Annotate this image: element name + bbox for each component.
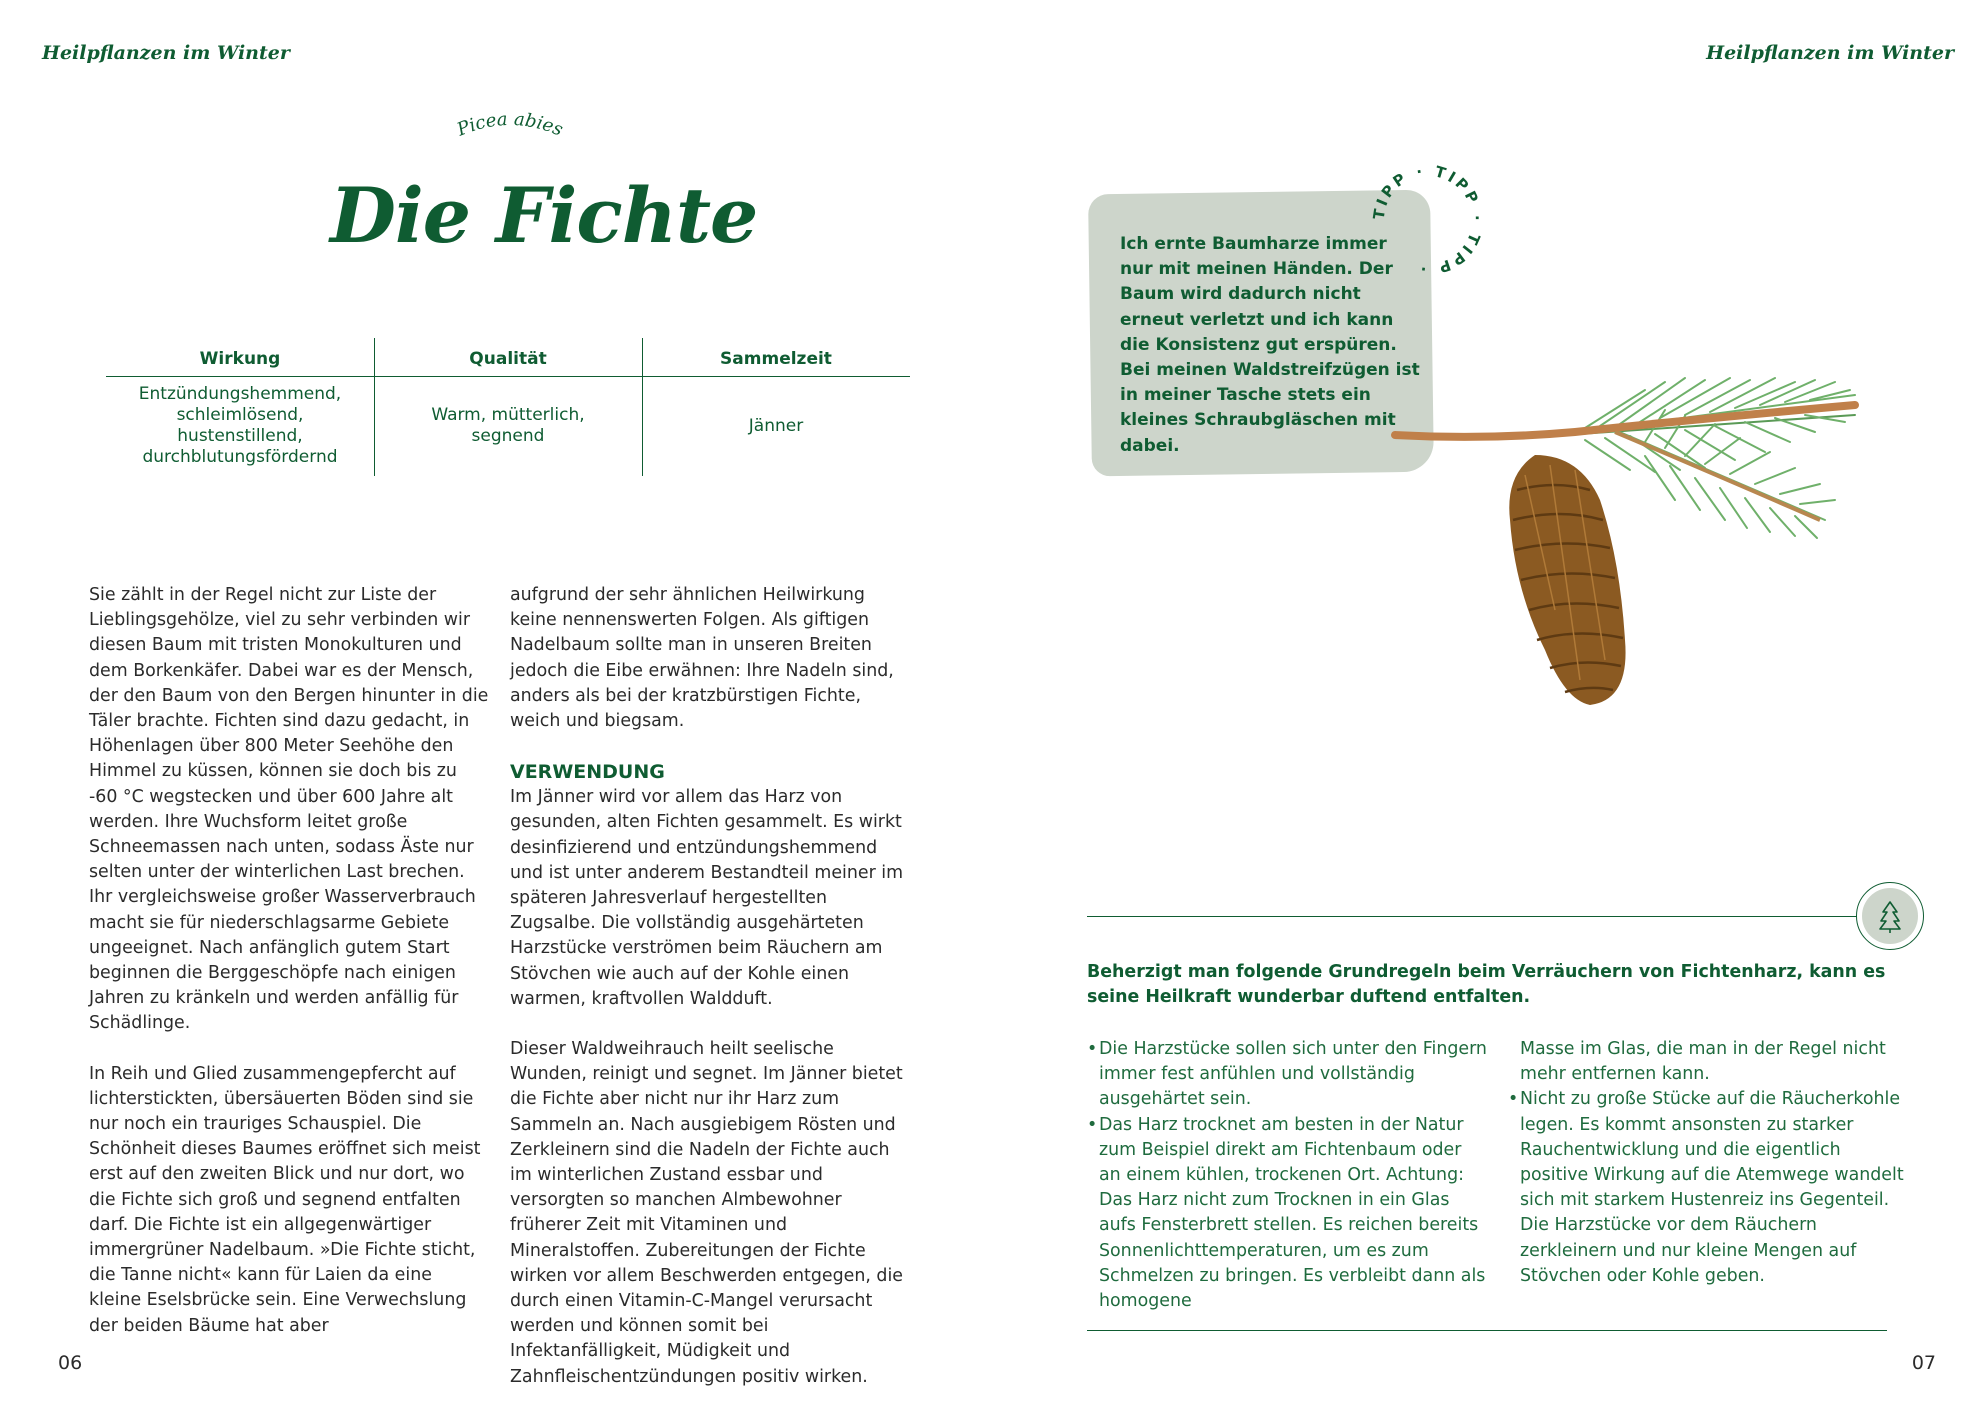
latin-name (440, 100, 580, 148)
properties-column-sammelzeit (642, 338, 910, 476)
properties-column-wirkung (106, 338, 374, 476)
bullet: • (1508, 1089, 1519, 1110)
tree-icon (1862, 888, 1918, 944)
smoking-tip-continuation: Masse im Glas, die man in der Regel nicht mehr entfernen kann. (1520, 1039, 1886, 1085)
properties-divider (642, 338, 643, 476)
body-paragraph: Im Jänner wird vor allem das Harz von gesunden, alten Fichten gesammelt. Es wirkt desinfizierend und entzündungshemmend und ist unter anderem Bestandteil meiner im späteren Jahresverlauf hergestellten Zugsalbe. Die vollständig ausgehärteten Harzstücke verströmen beim Räuchern am Stövchen wie auch auf der Kohle einen warmen, kraftvollen Waldduft. (510, 787, 904, 1009)
properties-header: Wirkung (199, 349, 281, 369)
body-column-2 (510, 583, 910, 1415)
properties-value: Jänner (748, 415, 804, 436)
bullet: • (1087, 1114, 1098, 1135)
section-divider-bottom (1087, 1330, 1887, 1331)
body-paragraph: Sie zählt in der Regel nicht zur Liste der Lieblingsgehölze, viel zu sehr verbinden wir diesen Baum mit tristen Monokulturen und dem Borkenkäfer. Dabei war es der Mensch, der den Baum von den Bergen hinunter in die Täler brachte. Fichten sind dazu gedacht, in Höhenlagen über 800 Meter Seehöhe den Himmel zu küssen, können sie doch bis zu -60 °C wegstecken und über 600 Jahre alt werden. Ihre Wuchsform leitet große Schneemassen nach unten, sodass Äste nur selten unter der winterlichen Last brechen. Ihr vergleichsweise großer Wasserverbrauch macht sie für niederschlagsarme Gebiete ungeeignet. Nach anfänglich gutem Start beginnen die Berggeschöpfe nach einigen Jahren zu kränkeln und werden anfällig für Schädlinge. (89, 585, 489, 1034)
section-divider (1087, 916, 1857, 917)
smoking-tip-text: Das Harz trocknet am besten in der Natur zum Beispiel direkt am Fichtenbaum oder an einem kühlen, trockenen Ort. Achtung: Das Harz nicht zum Trocknen in ein Glas aufs Fensterbrett stellen. Es reichen bereits Sonnenlichttemperaturen, um es zum Schmelzen zu bringen. Es verbleibt dann als homogene (1099, 1114, 1486, 1312)
body-column-1 (89, 583, 489, 1364)
smoking-tip (1087, 1037, 1487, 1113)
smoking-tip (1087, 1113, 1487, 1315)
properties-header: Qualität (469, 349, 547, 369)
page-title: Die Fichte (330, 171, 758, 260)
section-heading-verwendung: VERWENDUNG (510, 761, 665, 784)
page-number-left: 06 (58, 1352, 83, 1374)
properties-value: Warm, mütterlich, segnend (431, 405, 585, 446)
tip-text: Ich ernte Baumharze immer nur mit meinen Händen. Der Baum wird dadurch nicht erneut verletzt und ich kann die Konsistenz gut erspüren. Bei meinen Waldstreifzügen ist in meiner Tasche stets ein kleines Schraubgläschen mit dabei. (1120, 234, 1420, 456)
body-paragraph: Dieser Waldweihrauch heilt seelische Wunden, reinigt und segnet. Im Jänner bietet die Fichte aber nicht nur ihr Harz zum Sammeln an. Nach ausgiebigem Rösten und Zerkleinern sind die Nadeln der Fichte auch im winterlichen Zustand essbar und versorgten so manchen Almbewohner früherer Zeit mit Vitaminen und Mineralstoffen. Zubereitungen der Fichte wirken vor allem Beschwerden entgegen, die durch einen Vitamin-C-Mangel verursacht werden und können somit bei Infektanfälligkeit, Müdigkeit und Zahnfleischentzündungen positiv wirken. (510, 1039, 903, 1387)
smoking-tips-column-left (1087, 1037, 1487, 1314)
smoking-tips-column-right (1508, 1037, 1908, 1289)
svg-text:TIPP · TIPP · TIPP ·: TIPP · TIPP · TIPP · (1369, 161, 1487, 279)
smoking-intro: Beherzigt man folgende Grundregeln beim Verräuchern von Fichtenharz, kann es seine Heilkraft wunderbar duftend entfalten. (1087, 962, 1886, 1008)
svg-text:Picea abies: Picea abies (454, 108, 566, 141)
smoking-tip-text: Nicht zu große Stücke auf die Räucherkohle legen. Es kommt ansonsten zu starker Rauchentwicklung und die eigentlich positive Wirkung auf die Atemwege wandelt sich mit starkem Hustenreiz ins Gegenteil. Die Harzstücke vor dem Räuchern zerkleinern und nur kleine Mengen auf Stövchen oder Kohle geben. (1520, 1089, 1904, 1286)
page-number-right: 07 (1911, 1352, 1936, 1374)
running-header-left: Heilpflanzen im Winter (42, 42, 290, 64)
properties-table (106, 338, 910, 476)
smoking-tip (1508, 1087, 1908, 1289)
properties-header-rule (106, 376, 910, 377)
spruce-cone (1509, 455, 1625, 705)
body-paragraph: aufgrund der sehr ähnlichen Heilwirkung keine nennenswerten Folgen. Als giftigen Nadelbaum sollte man in unseren Breiten jedoch die Eibe erwähnen: Ihre Nadeln sind, anders als bei der kratzbürstigen Fichte, weich und biegsam. (510, 585, 894, 732)
properties-header: Sammelzeit (720, 349, 832, 369)
bullet: • (1087, 1039, 1098, 1059)
running-header-right: Heilpflanzen im Winter (1706, 42, 1954, 64)
properties-value: Entzündungshemmend, schleimlösend, hustenstillend, durchblutungsfördernd (138, 384, 342, 467)
tree-badge (1856, 882, 1924, 950)
spruce-side-twig (1615, 432, 1820, 520)
spruce-branch-illustration (1385, 360, 1895, 770)
properties-divider (374, 338, 375, 476)
properties-column-qualitaet (374, 338, 642, 476)
body-paragraph: In Reih und Glied zusammengepfercht auf lichterstickten, übersäuerten Böden sind sie nur noch ein trauriges Schauspiel. Die Schönheit dieses Baumes eröffnet sich meist erst auf den zweiten Blick und nur dort, wo die Fichte sich groß und segnend entfalten darf. Die Fichte ist ein allgegenwärtiger immergrüner Nadelbaum. »Die Fichte sticht, die Tanne nicht« kann für Laien da eine kleine Eselsbrücke sein. Eine Verwechslung der beiden Bäume hat aber (89, 1063, 481, 1336)
tip-stamp (1366, 158, 1490, 282)
smoking-tip-text: Die Harzstücke sollen sich unter den Fingern immer fest anfühlen und vollständig ausgehärtet sein. (1099, 1039, 1487, 1110)
